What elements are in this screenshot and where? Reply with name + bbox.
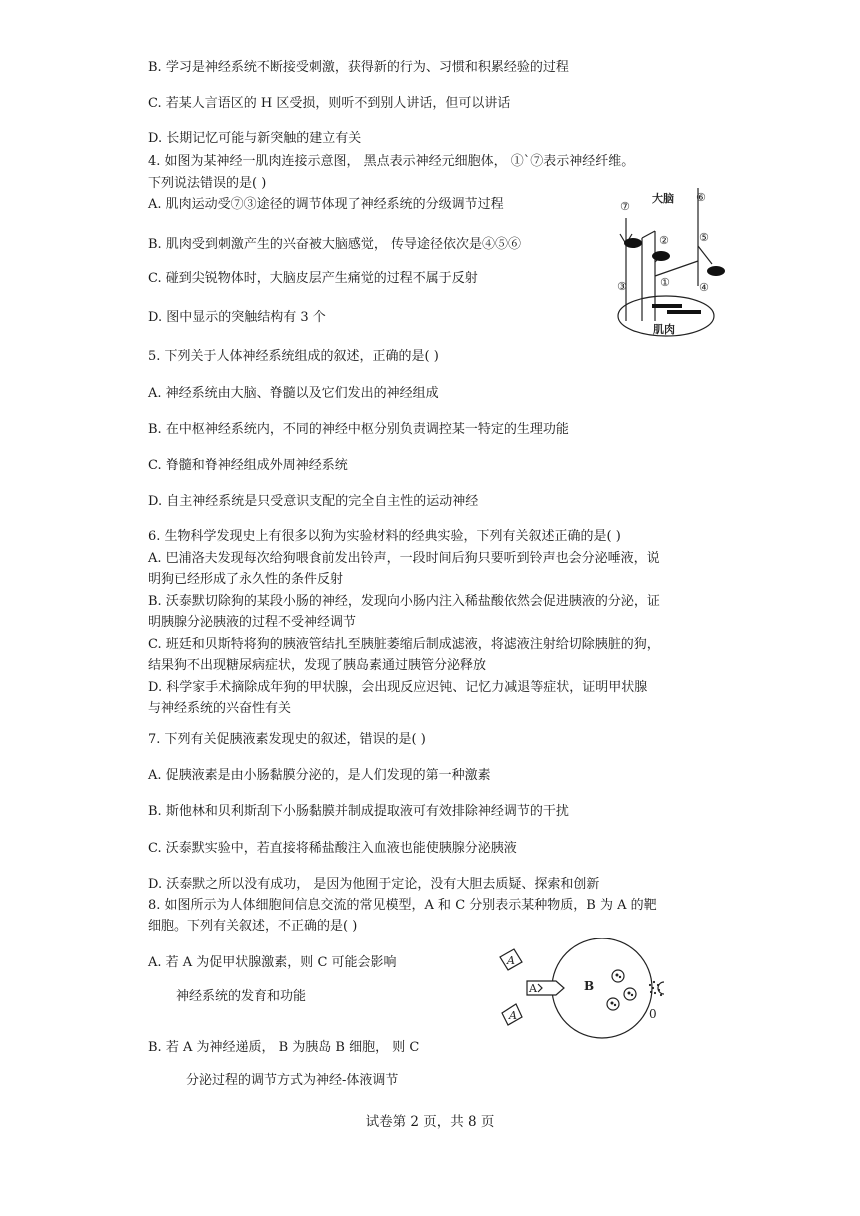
- q7-stem: 7. 下列有关促胰液素发现史的叙述，错误的是( ): [148, 732, 426, 747]
- label-brain: 大脑: [652, 192, 674, 205]
- q6-option-d-line1: D. 科学家手术摘除成年狗的甲状腺，会出现反应迟钝、记忆力减退等症状，证明甲状腺: [148, 680, 648, 695]
- q4-stem-line2: 下列说法错误的是( ): [148, 176, 267, 191]
- fiber-label-2: ②: [659, 234, 669, 247]
- fiber-label-4: ④: [699, 281, 709, 294]
- q7-option-c: C. 沃泰默实验中，若直接将稀盐酸注入血液也能使胰腺分泌胰液: [148, 841, 517, 856]
- fiber-label-3: ③: [617, 280, 627, 293]
- q6-option-b-line2: 明胰腺分泌胰液的过程不受神经调节: [148, 615, 357, 630]
- q5-option-b: B. 在中枢神经系统内，不同的神经中枢分别负责调控某一特定的生理功能: [148, 422, 569, 437]
- label-a-molecule: A: [509, 1009, 517, 1022]
- q8-option-b-line2: 分泌过程的调节方式为神经-体液调节: [186, 1073, 399, 1088]
- label-muscle: 肌肉: [653, 323, 675, 336]
- q6-option-c-line2: 结果狗不出现糖尿病症状，发现了胰岛素通过胰管分泌释放: [148, 658, 487, 673]
- label-b-cell: B: [584, 979, 595, 993]
- label-zero: 0: [649, 1007, 657, 1021]
- q8-option-a-line2: 神经系统的发育和功能: [176, 989, 307, 1004]
- q4-option-b: B. 肌肉受到刺激产生的兴奋被大脑感觉， 传导途径依次是④⑤⑥: [148, 237, 521, 252]
- page-footer: 试卷第 2 页，共 8 页: [365, 1114, 495, 1130]
- fiber-label-6: ⑥: [696, 191, 706, 204]
- neuromuscular-diagram: [612, 186, 730, 338]
- q8-option-b-line1: B. 若 A 为神经递质， B 为胰岛 B 细胞， 则 C: [148, 1040, 420, 1055]
- q4-option-d: D. 图中显示的突触结构有 3 个: [148, 310, 326, 325]
- q6-option-a-line1: A. 巴浦洛夫发现每次给狗喂食前发出铃声，一段时间后狗只要听到铃声也会分泌唾液，说: [148, 551, 660, 566]
- q8-option-a-line1: A. 若 A 为促甲状腺激素，则 C 可能会影响: [148, 955, 397, 970]
- q5-stem: 5. 下列关于人体神经系统组成的叙述，正确的是( ): [148, 349, 439, 364]
- cell-body-dot: [624, 238, 642, 248]
- q3-option-b: B. 学习是神经系统不断接受刺激，获得新的行为、习惯和积累经验的过程: [148, 60, 569, 75]
- q8-stem-line2: 细胞。下列有关叙述，不正确的是( ): [148, 919, 358, 934]
- q4-option-a: A. 肌肉运动受⑦③途径的调节体现了神经系统的分级调节过程: [148, 197, 504, 212]
- q7-option-b: B. 斯他林和贝利斯刮下小肠黏膜并制成提取液可有效排除神经调节的干扰: [148, 804, 569, 819]
- q4-stem-line1: 4. 如图为某神经一肌肉连接示意图， 黑点表示神经元细胞体， ①`⑦表示神经纤维。: [148, 154, 635, 169]
- cell-body-dot: [652, 251, 670, 261]
- q6-option-a-line2: 明狗已经形成了永久性的条件反射: [148, 572, 344, 587]
- cell-signaling-diagram: [498, 938, 686, 1050]
- fiber-label-1: ①: [660, 276, 670, 289]
- q5-option-d: D. 自主神经系统是只受意识支配的完全自主性的运动神经: [148, 494, 479, 509]
- q7-option-a: A. 促胰液素是由小肠黏膜分泌的，是人们发现的第一种激素: [148, 768, 491, 783]
- q7-option-d: D. 沃泰默之所以没有成功， 是因为他囿于定论，没有大胆去质疑、探索和创新: [148, 877, 600, 892]
- q6-stem: 6. 生物科学发现史上有很多以狗为实验材料的经典实验，下列有关叙述正确的是( ): [148, 529, 621, 544]
- q3-option-d: D. 长期记忆可能与新突触的建立有关: [148, 131, 362, 146]
- q6-option-d-line2: 与神经系统的兴奋性有关: [148, 701, 292, 716]
- q6-option-b-line1: B. 沃泰默切除狗的某段小肠的神经，发现向小肠内注入稀盐酸依然会促进胰液的分泌，证: [148, 594, 660, 609]
- q8-stem-line1: 8. 如图所示为人体细胞间信息交流的常见模型，A 和 C 分别表示某种物质，B 为 A 的靶: [148, 898, 657, 913]
- q6-option-c-line1: C. 班廷和贝斯特将狗的胰液管结扎至胰脏萎缩后制成滤液，将滤液注射给切除胰脏的狗，: [148, 637, 660, 652]
- cell-body-dot: [707, 266, 725, 276]
- fiber-label-7: ⑦: [620, 200, 630, 213]
- q5-option-a: A. 神经系统由大脑、脊髓以及它们发出的神经组成: [148, 386, 439, 401]
- q3-option-c: C. 若某人言语区的 H 区受损，则听不到别人讲话，但可以讲话: [148, 96, 511, 111]
- label-a-receptor: A: [529, 982, 537, 995]
- q5-option-c: C. 脊髓和脊神经组成外周神经系统: [148, 458, 348, 473]
- label-a-molecule: A: [507, 954, 515, 967]
- fiber-label-5: ⑤: [699, 231, 709, 244]
- q4-option-c: C. 碰到尖锐物体时，大脑皮层产生痛觉的过程不属于反射: [148, 271, 478, 286]
